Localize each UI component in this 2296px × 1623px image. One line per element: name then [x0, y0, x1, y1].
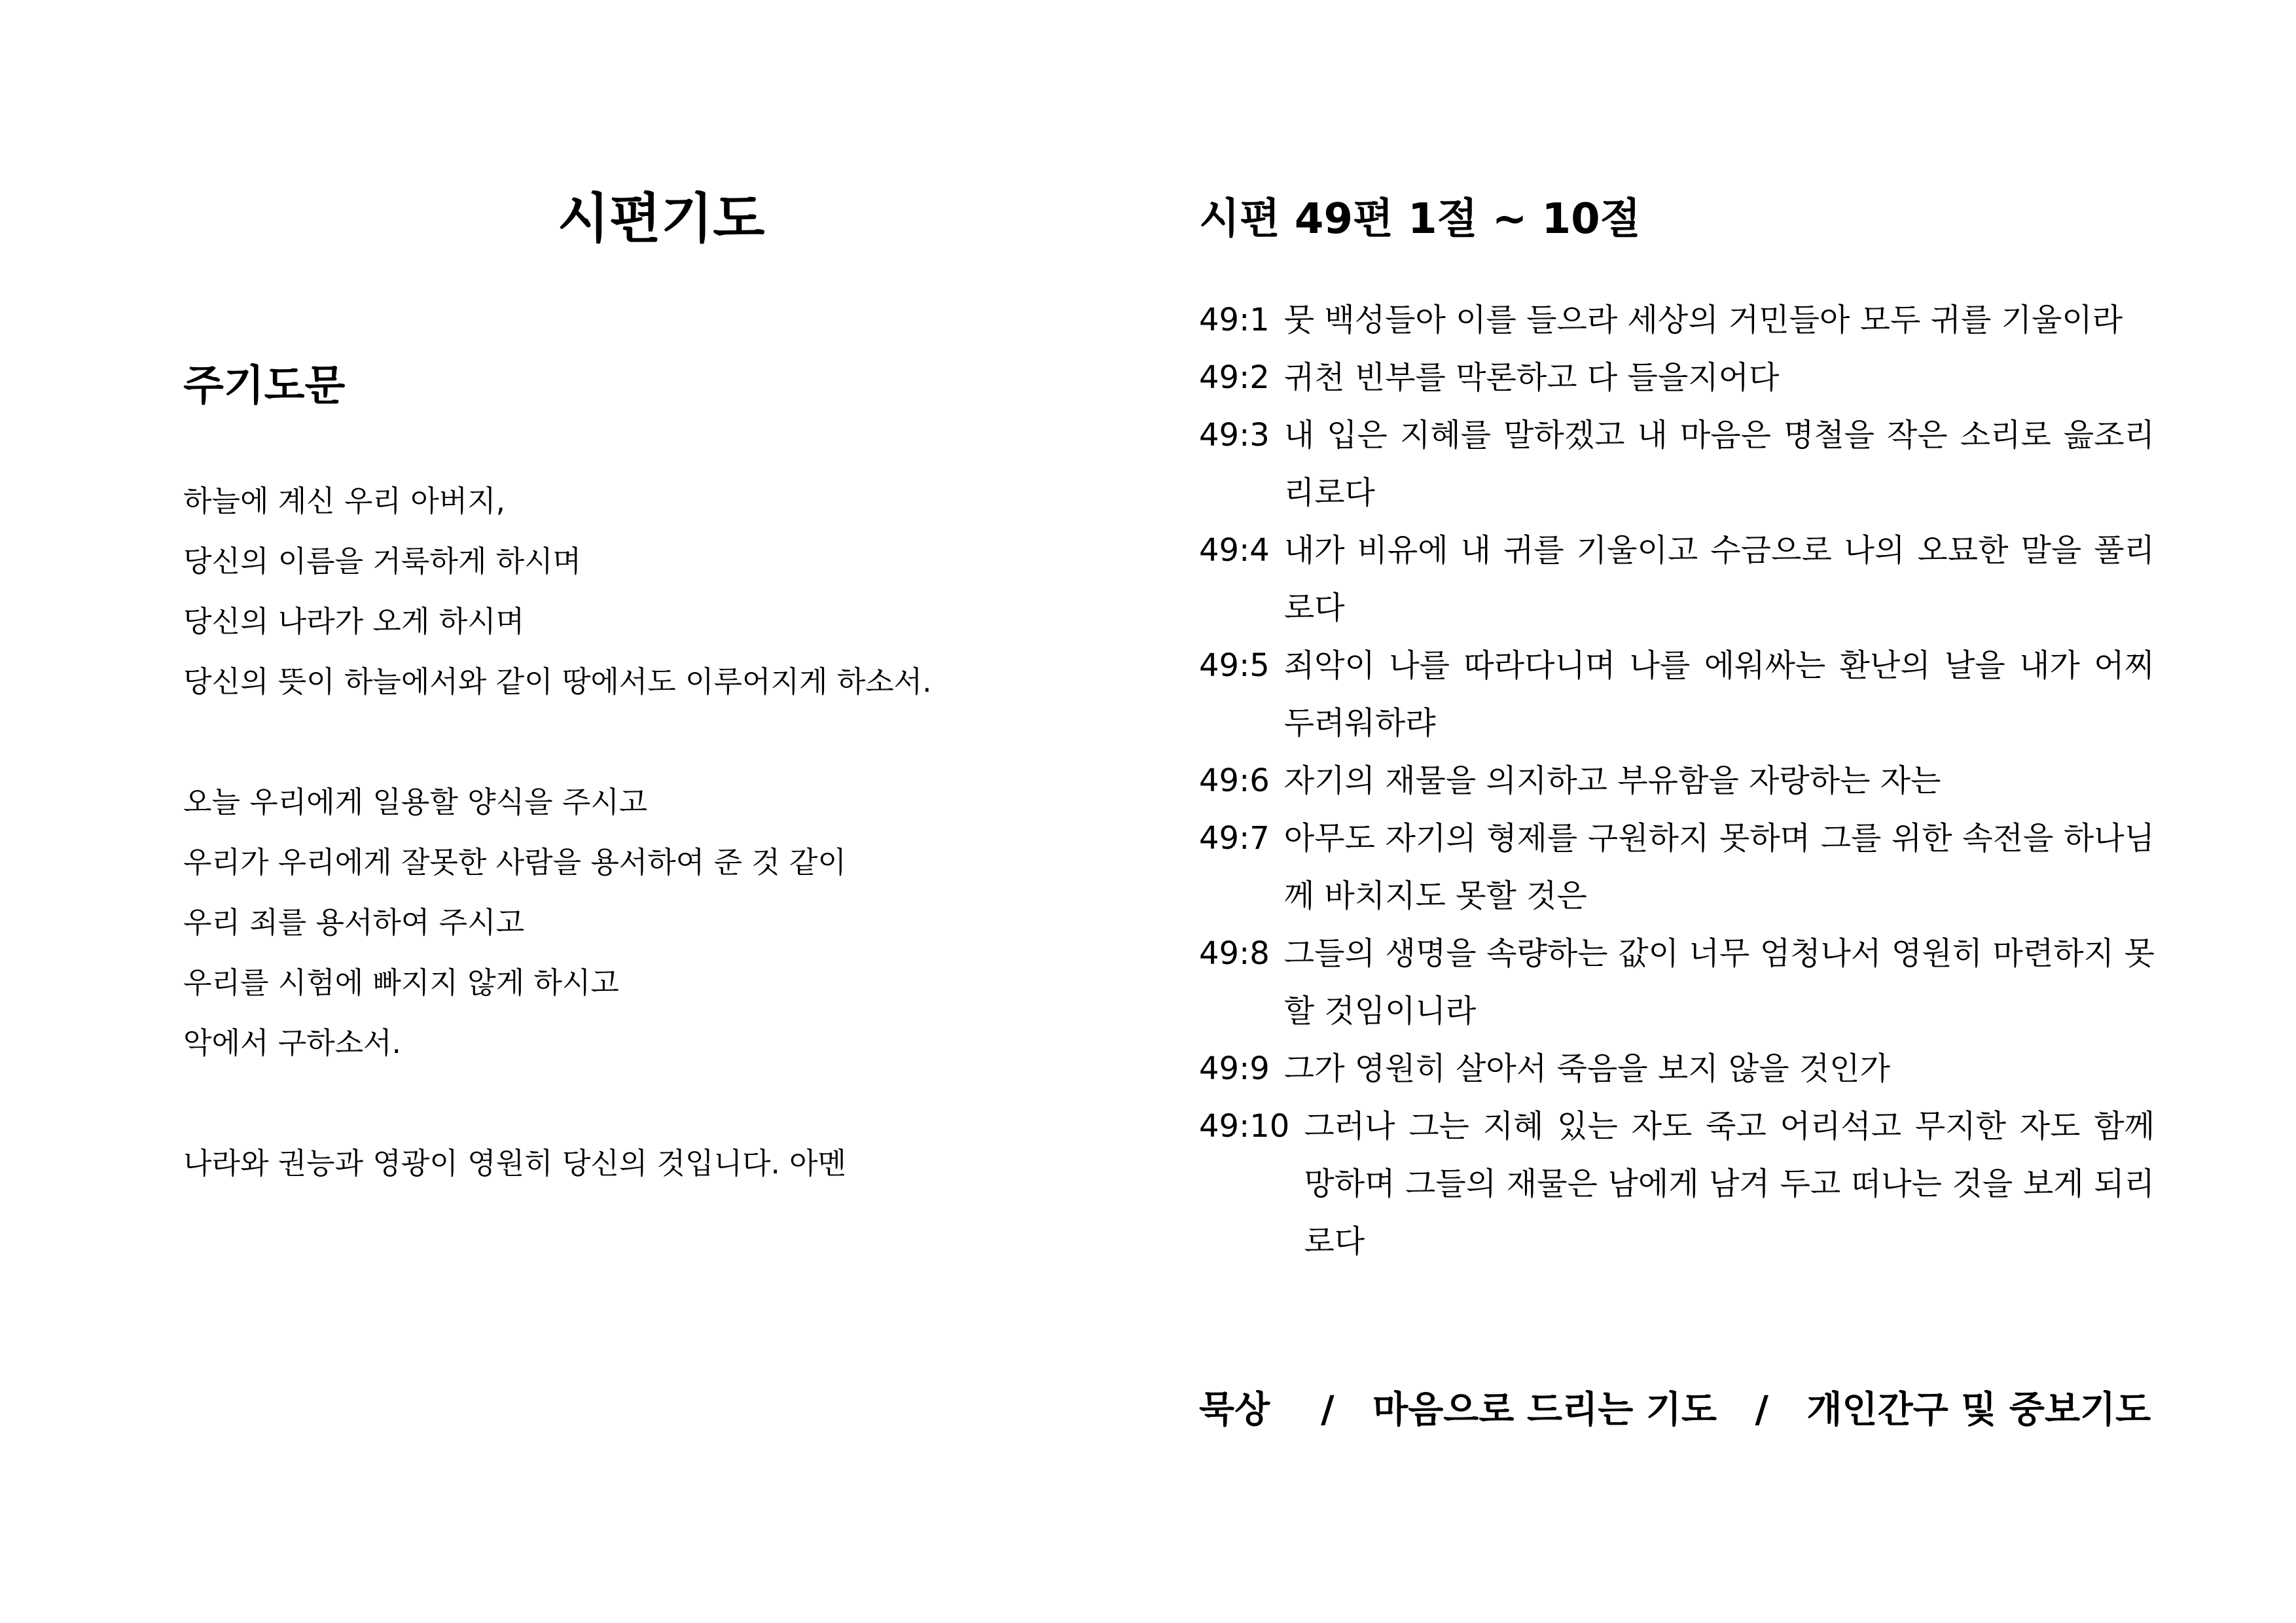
verse [1199, 349, 2155, 406]
verse [1199, 522, 2155, 637]
prayer-line: 당신의 이름을 거룩하게 하시며 [183, 544, 582, 579]
prayer-order-footer: 묵상 / 마음으로 드리는 기도 / 개인간구 및 중보기도 [1199, 1389, 2151, 1431]
prayer-line: 나라와 권능과 영광이 영원히 당신의 것입니다. 아멘 [183, 1146, 847, 1181]
verse-text: 뭇 백성들아 이를 들으라 세상의 거민들아 모두 귀를 기울이라 [1283, 302, 2123, 338]
verse [1199, 810, 2155, 925]
verse [1199, 406, 2155, 522]
prayer-line: 우리를 시험에 빠지지 않게 하시고 [183, 965, 619, 1000]
prayer-line: 오늘 우리에게 일용할 양식을 주시고 [183, 785, 648, 819]
verse-text: 아무도 자기의 형제를 구원하지 못하며 그를 위한 속전을 하나님께 바치지도 못할 것은 [1283, 820, 2155, 914]
verse-text: 죄악이 나를 따라다니며 나를 에워싸는 환난의 날을 내가 어찌 두려워하랴 [1283, 647, 2155, 741]
lords-prayer-text [183, 471, 1139, 1194]
verse-text: 그들의 생명을 속량하는 값이 너무 엄청나서 영원히 마련하지 못할 것임이니라 [1283, 935, 2155, 1029]
prayer-line: 악에서 구하소서. [183, 1026, 401, 1060]
paragraph-gap [183, 712, 1139, 772]
verse-number: 49:8 [1199, 935, 1270, 972]
verse-number: 49:9 [1199, 1050, 1270, 1087]
verse-number: 49:1 [1199, 302, 1270, 338]
verse [1199, 1097, 2155, 1270]
lords-prayer-heading: 주기도문 [183, 362, 346, 410]
verse-text: 그러나 그는 지혜 있는 자도 죽고 어리석고 무지한 자도 함께 망하며 그들의 재물은 남에게 남겨 두고 떠나는 것을 보게 되리로다 [1304, 1108, 2155, 1260]
verse-text: 내가 비유에 내 귀를 기울이고 수금으로 나의 오묘한 말을 풀리로다 [1283, 532, 2155, 626]
verse-number: 49:3 [1199, 417, 1270, 454]
verse [1199, 752, 2155, 810]
prayer-line: 우리가 우리에게 잘못한 사람을 용서하여 준 것 같이 [183, 845, 847, 880]
verse-text: 그가 영원히 살아서 죽음을 보지 않을 것인가 [1283, 1050, 1890, 1087]
page-title: 시편기도 [557, 188, 765, 250]
verse-list [1199, 291, 2155, 1270]
verse [1199, 637, 2155, 752]
verse-text: 내 입은 지혜를 말하겠고 내 마음은 명철을 작은 소리로 읊조리리로다 [1283, 417, 2155, 511]
verse-text: 자기의 재물을 의지하고 부유함을 자랑하는 자는 [1283, 762, 1941, 799]
psalm-reference-title: 시편 49편 1절 ~ 10절 [1199, 195, 1641, 243]
verse [1199, 1040, 2155, 1097]
verse [1199, 925, 2155, 1040]
prayer-line: 당신의 뜻이 하늘에서와 같이 땅에서도 이루어지게 하소서. [183, 664, 932, 699]
prayer-line: 하늘에 계신 우리 아버지, [183, 484, 505, 518]
verse [1199, 291, 2155, 349]
prayer-line: 우리 죄를 용서하여 주시고 [183, 905, 525, 940]
verse-number: 49:10 [1199, 1108, 1290, 1145]
verse-number: 49:4 [1199, 532, 1270, 569]
verse-number: 49:5 [1199, 647, 1270, 684]
verse-number: 49:2 [1199, 359, 1270, 396]
paragraph-gap [183, 1073, 1139, 1133]
prayer-line: 당신의 나라가 오게 하시며 [183, 604, 525, 639]
verse-text: 귀천 빈부를 막론하고 다 들을지어다 [1283, 359, 1780, 396]
verse-number: 49:7 [1199, 820, 1270, 857]
verse-number: 49:6 [1199, 762, 1270, 799]
